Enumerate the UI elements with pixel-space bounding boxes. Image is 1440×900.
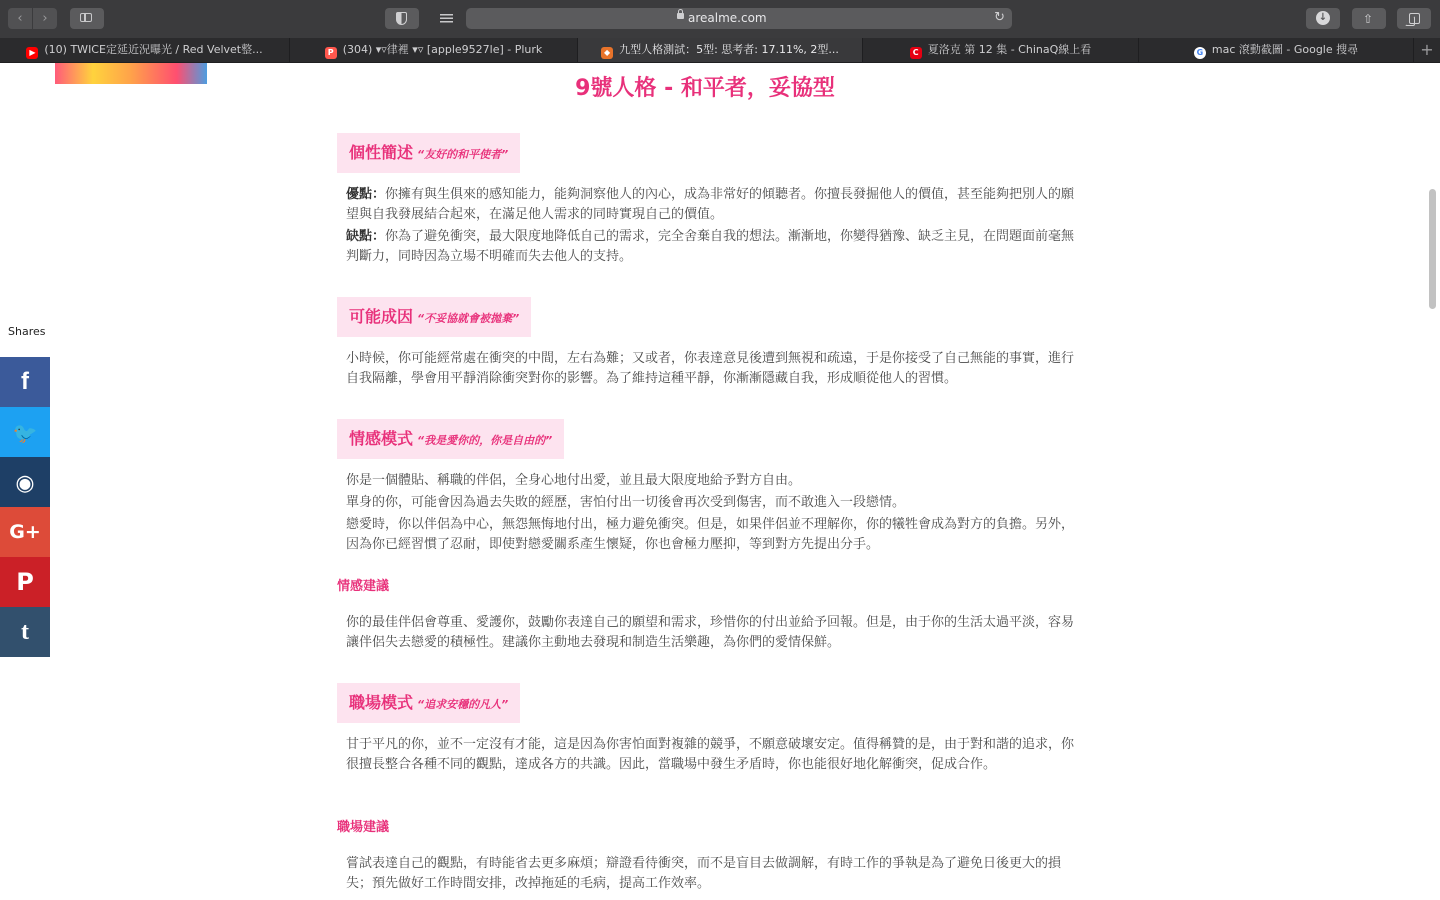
section-title: 職場模式: [349, 693, 414, 712]
fox-icon: ◆: [601, 47, 613, 59]
share-button[interactable]: [1352, 8, 1386, 29]
paragraph-strengths: [346, 185, 1076, 225]
reader-icon: [440, 14, 453, 23]
section-title: 情感模式: [349, 429, 414, 448]
google-icon: G: [1194, 47, 1206, 59]
browser-toolbar: [0, 0, 1440, 38]
section-heading-personality: [337, 133, 520, 173]
paragraph-work: 甘于平凡的你，並不一定沒有才能，這是因為你害怕面對複雜的競爭，不願意破壞安定。值得稱贊的是，由于對和諧的追求，你很擅長整合各種不同的觀點，達成各方的共識。因此，當職場中發生矛盾時，你也能很好地化解衝突，促成合作。: [346, 737, 1075, 772]
section-subtitle: “友好的和平使者”: [417, 148, 509, 161]
pinterest-share-button[interactable]: [0, 557, 50, 607]
section-subtitle: “追求安穩的凡人”: [417, 698, 509, 711]
scrollbar-thumb[interactable]: [1429, 189, 1436, 309]
page-title: 9號人格 - 和平者，妥協型: [575, 76, 835, 101]
work-advice-text: 嘗試表達自己的觀點，有時能省去更多麻煩；辯證看待衝突，而不是盲目去做調解，有時工作的爭執是為了避免日後更大的損失；預先做好工作時間安排，改掉拖延的毛病，提高工作效率。: [346, 856, 1062, 891]
label-weaknesses: 缺點：: [346, 229, 386, 244]
article-thumbnail: [55, 63, 207, 84]
paragraph-text: 你為了避免衝突，最大限度地降低自己的需求，完全舍棄自我的想法。漸漸地，你變得猶豫、缺乏主見，在問題面前毫無判斷力，同時因為立場不明確而失去他人的支持。: [346, 229, 1075, 264]
lock-icon: [677, 13, 684, 19]
twitter-icon: 🐦: [12, 421, 38, 445]
download-icon: ↓: [1316, 11, 1330, 25]
tab-bar: [0, 38, 1440, 63]
page-content: [0, 63, 1440, 900]
facebook-icon: f: [21, 368, 29, 395]
browser-tab[interactable]: [290, 38, 578, 62]
reader-view-button[interactable]: [430, 8, 464, 29]
section-heading-work: [337, 683, 520, 723]
work-advice-heading: 職場建議: [337, 820, 390, 835]
google-plus-icon: G+: [9, 521, 41, 543]
downloads-button[interactable]: [1306, 8, 1340, 29]
tab-label: 九型人格測試：5型: 思考者: 17.11%, 2型...: [619, 43, 839, 56]
shield-icon: [396, 12, 407, 25]
sidebar-icon: [80, 13, 92, 22]
plurk-icon: P: [325, 47, 337, 59]
google-plus-share-button[interactable]: [0, 507, 50, 557]
section-title: 個性簡述: [349, 143, 414, 162]
tabs-icon: [1409, 13, 1420, 24]
twitter-share-button[interactable]: [0, 407, 50, 457]
shares-label: Shares: [8, 325, 46, 338]
tab-label: mac 滾動截圖 - Google 搜尋: [1211, 43, 1359, 56]
section-subtitle: “我是愛你的，你是自由的”: [417, 434, 553, 447]
privacy-report-button[interactable]: [385, 8, 419, 29]
browser-tab[interactable]: [863, 38, 1139, 62]
chinaq-icon: C: [910, 47, 922, 59]
sidebar-toggle-button[interactable]: [70, 8, 104, 29]
browser-tab[interactable]: [1139, 38, 1414, 62]
love-advice-text: 你的最佳伴侶會尊重、愛護你，鼓勵你表達自己的願望和需求，珍惜你的付出並給予回報。但是，由于你的生活太過平淡，容易讓伴侶失去戀愛的積極性。建議你主動地去發現和制造生活樂趣，為你們的愛情保鮮。: [346, 615, 1075, 650]
tab-label: (304) ▾▿律裡 ▾▿ [apple9527le] - Plurk: [342, 43, 543, 56]
paragraph-love-1: 你是一個體貼、稱職的伴侶，全身心地付出愛，並且最大限度地給予對方自由。: [346, 473, 802, 488]
share-icon: ⇧: [1363, 12, 1374, 26]
tumblr-share-button[interactable]: [0, 607, 50, 657]
tumblr-icon: t: [21, 619, 29, 645]
browser-tab[interactable]: [578, 38, 863, 62]
messenger-icon: ◉: [15, 471, 35, 496]
tab-label: (10) TWICE定延近況曝光 / Red Velvet整...: [44, 43, 263, 56]
youtube-icon: ▶: [26, 47, 38, 59]
pinterest-icon: P: [16, 568, 34, 596]
reload-icon[interactable]: ↻: [994, 10, 1005, 25]
section-subtitle: “不妥協就會被拋棄”: [417, 312, 520, 325]
facebook-share-button[interactable]: [0, 357, 50, 407]
url-text: arealme.com: [688, 11, 767, 25]
label-strengths: 優點：: [346, 187, 386, 202]
love-advice-heading: 情感建議: [337, 579, 390, 594]
forward-button[interactable]: ›: [33, 8, 57, 29]
paragraph-weaknesses: [346, 227, 1076, 267]
section-heading-causes: [337, 297, 531, 337]
new-tab-button[interactable]: +: [1420, 40, 1434, 59]
messenger-share-button[interactable]: [0, 457, 50, 507]
browser-tab[interactable]: [0, 38, 290, 62]
paragraph-causes: 小時候，你可能經常處在衝突的中間，左右為難；又或者，你表達意見後遭到無視和疏遠，于是你接受了自己無能的事實，進行自我隔離，學會用平靜消除衝突對你的影響。為了維持這種平靜，你漸漸隱藏自我，形成順從他人的習慣。: [346, 351, 1075, 386]
paragraph-text: 你擁有與生俱來的感知能力，能夠洞察他人的內心，成為非常好的傾聽者。你擅長發掘他人的價值，甚至能夠把別人的願望與自我發展結合起來，在滿足他人需求的同時實現自己的價值。: [346, 187, 1075, 222]
section-title: 可能成因: [349, 307, 414, 326]
tab-overview-button[interactable]: [1397, 8, 1431, 29]
address-bar[interactable]: [466, 8, 1012, 29]
back-button[interactable]: ‹: [8, 8, 32, 29]
section-heading-love: [337, 419, 564, 459]
tab-label: 夏洛克 第 12 集 - ChinaQ線上看: [927, 43, 1092, 56]
paragraph-love-2: 單身的你，可能會因為過去失敗的經歷，害怕付出一切後會再次受到傷害，而不敢進入一段戀情。: [346, 495, 906, 510]
paragraph-love-3: 戀愛時，你以伴侶為中心，無怨無悔地付出，極力避免衝突。但是，如果伴侶並不理解你，你的犧牲會成為對方的負擔。另外，因為你已經習慣了忍耐，即使對戀愛關系產生懷疑，你也會極力壓抑，等到對方先提出分手。: [346, 517, 1075, 552]
